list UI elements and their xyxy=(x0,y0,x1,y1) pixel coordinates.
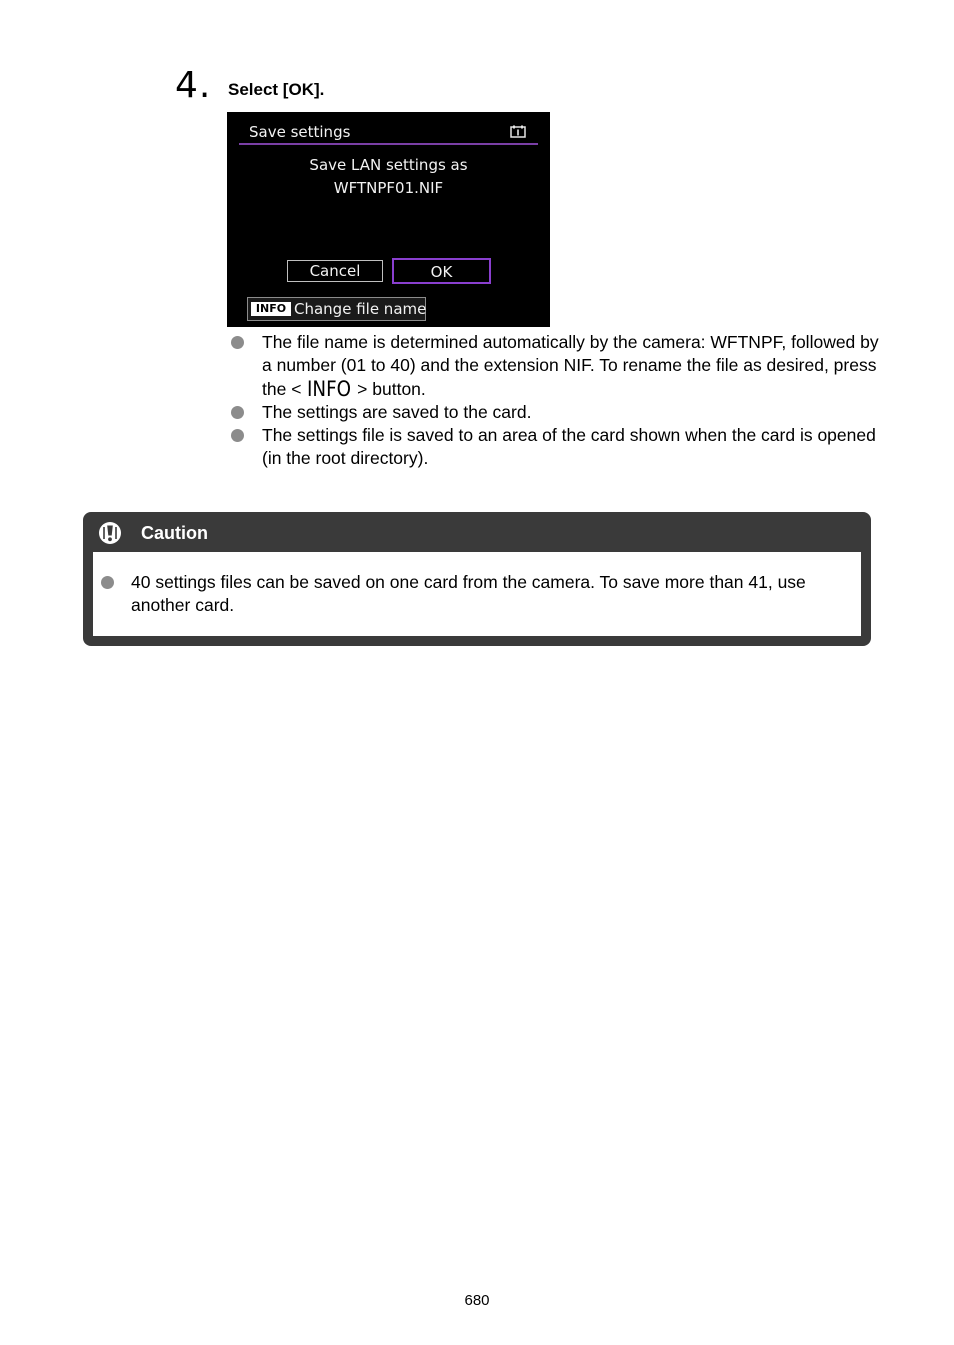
caution-body xyxy=(93,552,861,636)
info-glyph-text: INFO xyxy=(307,377,352,399)
memory-card-icon xyxy=(510,125,526,138)
camera-screen xyxy=(227,112,550,327)
camera-screen-title: Save settings xyxy=(249,123,351,141)
note-root-directory: The settings file is saved to an area of the card shown when the card is opened (in the root directory). xyxy=(262,425,876,468)
cancel-button[interactable]: Cancel xyxy=(287,260,383,282)
file-name: WFTNPF01.NIF xyxy=(333,179,444,197)
change-file-name-button[interactable] xyxy=(247,297,426,321)
note-file-name-part1: The file name is determined automatically by the camera: WFTNPF, followed by a number (01 to 40) and the extension NIF. To rename the file as desired, press the < xyxy=(262,332,879,399)
list-item xyxy=(231,424,881,470)
page-number: 680 xyxy=(464,1292,490,1309)
step-number: 4. xyxy=(175,65,212,106)
info-button-icon xyxy=(306,377,352,399)
bullet-icon xyxy=(231,406,244,419)
change-file-name-label: Change file name xyxy=(294,300,427,318)
ok-button[interactable]: OK xyxy=(392,258,491,284)
caution-icon xyxy=(98,521,122,545)
save-message: Save LAN settings as xyxy=(309,156,468,174)
bullet-icon xyxy=(101,576,114,589)
bullet-icon xyxy=(231,336,244,349)
caution-title: Caution xyxy=(141,523,208,543)
info-button-badge: INFO xyxy=(251,302,291,316)
bullet-icon xyxy=(231,429,244,442)
list-item xyxy=(231,331,881,401)
caution-box xyxy=(83,512,871,646)
camera-title-divider xyxy=(239,143,538,145)
caution-text: 40 settings files can be saved on one card from the camera. To save more than 41, use another card. xyxy=(131,572,806,615)
step-title: Select [OK]. xyxy=(228,80,325,99)
note-saved-to-card: The settings are saved to the card. xyxy=(262,402,532,422)
note-file-name-part2: > button. xyxy=(357,379,426,399)
list-item xyxy=(231,401,881,424)
notes-list xyxy=(231,331,881,470)
